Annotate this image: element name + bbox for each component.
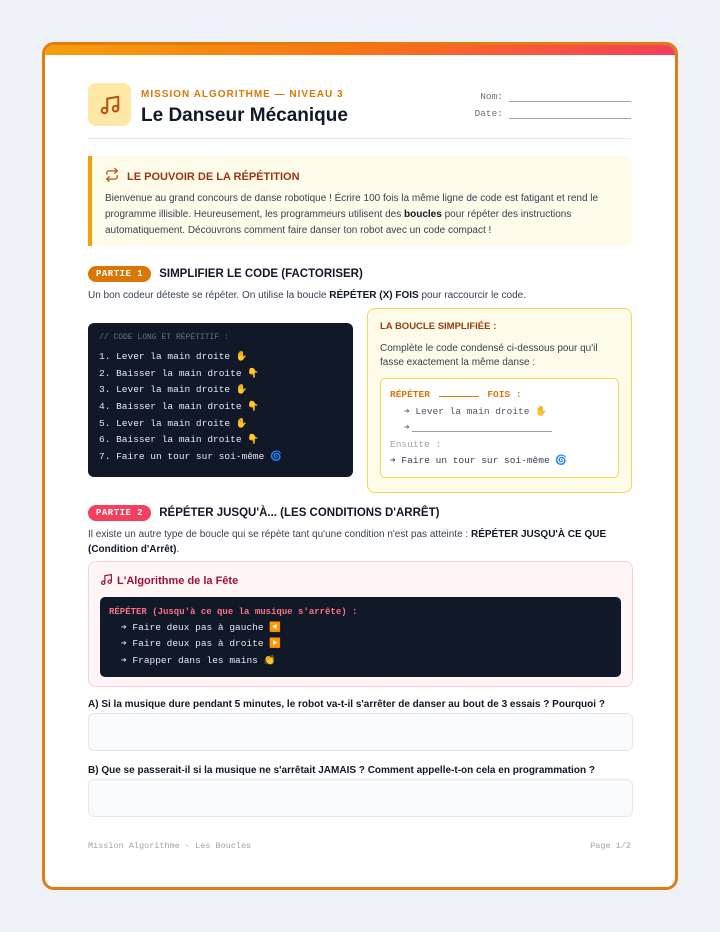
- simplified-loop-instructions: Complète le code condensé ci-dessous pour qu'il fasse exactement la même danse :: [380, 343, 598, 368]
- simplified-loop-title: LA BOUCLE SIMPLIFIÉE :: [380, 321, 497, 332]
- part1-description: Un bon codeur déteste se répéter. On utilise la boucle RÉPÉTER (X) FOIS pour raccourcir le code.: [88, 290, 526, 301]
- music-notes-icon: [100, 573, 113, 589]
- algorithm-step: ➔ Faire deux pas à gauche ◀️: [121, 622, 282, 633]
- algorithm-step: ➔ Frapper dans les mains 👏: [121, 654, 276, 666]
- intro-callout: [88, 156, 632, 246]
- code-line: 5. Lever la main droite ✋: [99, 417, 248, 429]
- inner-line-2: ➔: [390, 420, 609, 437]
- repeat-count-blank[interactable]: [439, 388, 479, 397]
- date-field[interactable]: [474, 108, 631, 119]
- algorithm-step: ➔ Faire deux pas à droite ▶️: [121, 638, 282, 650]
- intro-heading: [105, 168, 618, 185]
- date-label: Date:: [474, 108, 503, 119]
- part2-description: Il existe un autre type de boucle qui se répète tant qu'une condition n'est pas atteinte : RÉPÉTER JUSQU'À CE QUE (Condition d'Arrêt).: [88, 529, 607, 555]
- code-line: 3. Lever la main droite ✋: [99, 384, 248, 396]
- party-algorithm-box: [88, 561, 633, 687]
- intro-title: LE POUVOIR DE LA RÉPÉTITION: [127, 170, 300, 183]
- algorithm-title: L'Algorithme de la Fête: [117, 575, 239, 587]
- page-title: Le Danseur Mécanique: [141, 105, 348, 126]
- inner-instruction-blank[interactable]: [412, 422, 552, 432]
- code-line: 1. Lever la main droite ✋: [99, 351, 248, 362]
- code-line: 6. Baisser la main droite 👇: [99, 434, 260, 446]
- algorithm-heading: [100, 573, 621, 589]
- header-divider: [88, 138, 631, 139]
- answer-box-b[interactable]: [88, 779, 633, 817]
- long-code-block: [88, 323, 353, 477]
- name-label: Nom:: [480, 91, 503, 102]
- repeat-line: RÉPÉTER FOIS :: [390, 389, 522, 400]
- intro-bold-word: boucles: [404, 209, 442, 220]
- date-line[interactable]: [509, 109, 631, 119]
- question-b: B) Que se passerait-il si la musique ne s'arrêtait JAMAIS ? Comment appelle-t-on cela en programmation ?: [88, 765, 595, 776]
- then-label: Ensuite :: [390, 438, 442, 450]
- gradient-top-bar: [45, 45, 675, 55]
- code-line: 4. Baisser la main droite 👇: [99, 401, 260, 413]
- code-line: 7. Faire un tour sur soi-même 🌀: [99, 451, 282, 463]
- part2-badge: PARTIE 2: [88, 505, 151, 521]
- worksheet-page: [42, 42, 678, 890]
- footer-page-number: Page 1/2: [590, 841, 631, 851]
- question-a: A) Si la musique dure pendant 5 minutes, le robot va-t-il s'arrêter de danser au bout de 3 essais ? Pourquoi ?: [88, 699, 605, 710]
- part2-header: [88, 505, 439, 521]
- algorithm-code: [100, 597, 621, 677]
- part1-badge: PARTIE 1: [88, 266, 151, 282]
- name-field[interactable]: [480, 91, 631, 102]
- name-line[interactable]: [509, 92, 631, 102]
- final-line: ➔ Faire un tour sur soi-même 🌀: [390, 455, 568, 466]
- music-note-icon: [88, 83, 131, 126]
- code-comment: // CODE LONG ET RÉPÉTITIF :: [99, 333, 229, 342]
- algorithm-repeat-line: RÉPÉTER (Jusqu'à ce que la musique s'arrête) :: [109, 607, 358, 617]
- loop-exercise: [380, 378, 619, 478]
- intro-text: Bienvenue au grand concours de danse robotique ! Écrire 100 fois la même ligne de code est fatigant et rend le programme illisible. Heureusement, les programmeurs utilisent des boucles pour répéter des instructions automatiquement. Découvrons comment faire danser ton robot avec un code compact !: [105, 193, 599, 236]
- footer-left: Mission Algorithme - Les Boucles: [88, 841, 252, 851]
- part2-title: RÉPÉTER JUSQU'À... (LES CONDITIONS D'ARRÊT): [159, 507, 440, 519]
- simplified-loop-box: [367, 308, 632, 493]
- answer-box-a[interactable]: [88, 713, 633, 751]
- part1-title: SIMPLIFIER LE CODE (FACTORISER): [159, 268, 363, 280]
- inner-line-1: ➔ Lever la main droite ✋: [404, 405, 547, 417]
- mission-kicker: MISSION ALGORITHME — NIVEAU 3: [141, 89, 344, 100]
- part1-header: [88, 266, 363, 282]
- code-line: 2. Baisser la main droite 👇: [99, 367, 260, 379]
- repeat-icon: [105, 168, 119, 185]
